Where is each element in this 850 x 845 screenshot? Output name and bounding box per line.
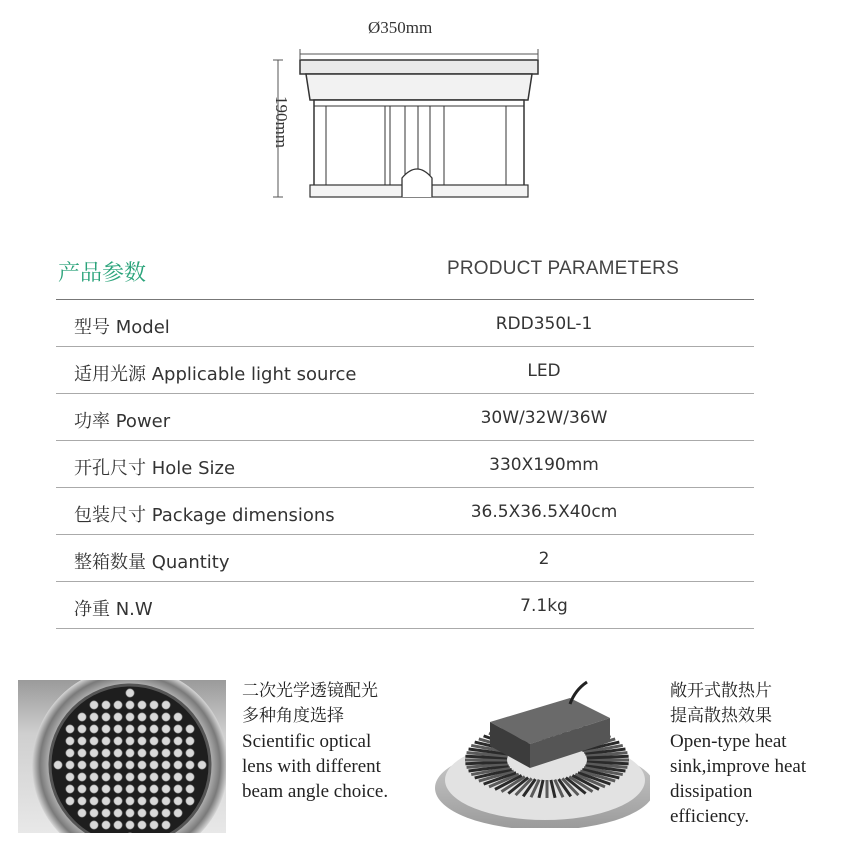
led-lens-dot (102, 773, 110, 781)
heatsink-fin (465, 762, 507, 764)
feature-heatsink-caption (670, 679, 806, 829)
led-lens-dot (66, 785, 74, 793)
led-lens-dot (174, 809, 182, 817)
led-lens-dot (162, 725, 170, 733)
led-lens-dot (102, 701, 110, 709)
feature-en-line: Open-type heat (670, 731, 787, 752)
led-lens-dot (78, 713, 86, 721)
led-lens-dot (90, 797, 98, 805)
row-label: 型号 Model (74, 317, 170, 338)
led-lens-dot (162, 785, 170, 793)
led-lens-dot (138, 809, 146, 817)
fixture-side-drawing (270, 40, 560, 205)
feature-lens-caption (242, 679, 388, 804)
led-lens-dot (150, 761, 158, 769)
heatsink-fin (587, 756, 629, 758)
led-lens-dot (126, 761, 134, 769)
led-lens-dot (150, 713, 158, 721)
led-lens-dot (78, 809, 86, 817)
led-lens-dot (186, 749, 194, 757)
led-lens-dot (114, 761, 122, 769)
led-lens-dot (90, 785, 98, 793)
table-row (56, 300, 754, 347)
led-lens-dot (162, 773, 170, 781)
led-lens-dot (150, 809, 158, 817)
led-lens-dot (174, 761, 182, 769)
row-value: 36.5X36.5X40cm (470, 502, 618, 522)
led-lens-dot (150, 737, 158, 745)
table-row (56, 535, 754, 582)
led-lens-dot (162, 749, 170, 757)
table-row (56, 394, 754, 441)
led-lens-dot (126, 725, 134, 733)
led-lens-dot (66, 725, 74, 733)
led-lens-dot (126, 785, 134, 793)
led-lens-dot (90, 713, 98, 721)
feature-cn-line: 提高散热效果 (670, 706, 772, 726)
led-lens-dot (162, 713, 170, 721)
led-lens-dot (138, 737, 146, 745)
led-lens-dot (174, 737, 182, 745)
led-lens-dot (90, 809, 98, 817)
led-lens-dot (102, 785, 110, 793)
led-lens-dot (78, 737, 86, 745)
led-lens-dot (114, 713, 122, 721)
led-lens-dot (90, 737, 98, 745)
row-label: 功率 Power (74, 411, 171, 432)
led-lens-dot (138, 725, 146, 733)
led-lens-dot (102, 737, 110, 745)
led-lens-dot (114, 773, 122, 781)
led-lens-dot (114, 725, 122, 733)
led-lens-dot (138, 821, 146, 829)
led-lens-dot (150, 797, 158, 805)
led-lens-dot (126, 821, 134, 829)
row-value: LED (527, 361, 561, 381)
led-lens-dot (66, 737, 74, 745)
height-label: 190mm (272, 96, 291, 148)
led-lens-dot (186, 773, 194, 781)
led-lens-dot (138, 773, 146, 781)
led-lens-dot (162, 809, 170, 817)
led-lens-dot (114, 749, 122, 757)
led-lens-dot (126, 773, 134, 781)
led-lens-dot (66, 761, 74, 769)
led-lens-dot (114, 797, 122, 805)
led-lens-dot (126, 749, 134, 757)
feature-en-line: dissipation (670, 781, 753, 802)
table-row (56, 582, 754, 629)
led-lens-dot (114, 785, 122, 793)
led-lens-dot (90, 773, 98, 781)
led-lens-dot (102, 713, 110, 721)
led-lens-dot (138, 761, 146, 769)
row-value: 7.1kg (520, 596, 568, 616)
led-lens-dot (162, 701, 170, 709)
led-lens-dot (138, 797, 146, 805)
table-row (56, 488, 754, 535)
led-lens-dot (174, 797, 182, 805)
led-lens-dot (78, 761, 86, 769)
led-lens-dot (126, 701, 134, 709)
led-lens-dot (186, 761, 194, 769)
row-label: 适用光源 Applicable light source (74, 364, 357, 385)
led-lens-dot (90, 725, 98, 733)
row-label: 开孔尺寸 Hole Size (74, 458, 236, 479)
led-lens-dot (186, 737, 194, 745)
led-lens-dot (126, 737, 134, 745)
led-lens-dot (114, 701, 122, 709)
led-lens-dot (138, 701, 146, 709)
led-lens-dot (102, 761, 110, 769)
led-lens-dot (150, 725, 158, 733)
led-lens-dot (150, 821, 158, 829)
feature-en-line: beam angle choice. (242, 781, 389, 802)
led-lens-dot (102, 797, 110, 805)
led-lens-dot (78, 797, 86, 805)
led-lens-dot (90, 761, 98, 769)
led-lens-dot (126, 689, 134, 697)
feature-cn-line: 多种角度选择 (242, 706, 344, 726)
feature-cn-line: 二次光学透镜配光 (242, 681, 378, 701)
led-lens-dot (78, 785, 86, 793)
row-label: 净重 N.W (74, 599, 153, 620)
table-row (56, 441, 754, 488)
led-lens-dot (174, 749, 182, 757)
row-label: 整箱数量 Quantity (74, 552, 230, 573)
led-lens-dot (114, 821, 122, 829)
led-lens-dot (174, 773, 182, 781)
led-lens-dot (78, 725, 86, 733)
led-lens-dot (162, 797, 170, 805)
led-lens-dot (174, 725, 182, 733)
led-lens-dot (126, 713, 134, 721)
led-lens-dot (54, 761, 62, 769)
led-lens-dot (186, 785, 194, 793)
parameters-table (56, 300, 754, 629)
feature-en-line: lens with different (242, 756, 381, 777)
led-lens-dot (66, 773, 74, 781)
led-lens-dot (126, 809, 134, 817)
led-lens-dot (198, 761, 206, 769)
led-lens-dot (138, 713, 146, 721)
row-value: 2 (538, 549, 550, 569)
led-lens-dot (66, 797, 74, 805)
led-lens-dot (102, 749, 110, 757)
led-lens-dot (78, 749, 86, 757)
led-lens-dot (90, 821, 98, 829)
row-label: 包装尺寸 Package dimensions (74, 505, 335, 526)
led-lens-dot (66, 749, 74, 757)
led-lens-dot (90, 749, 98, 757)
led-lens-dot (114, 809, 122, 817)
feature-en-line: Scientific optical (242, 731, 372, 752)
led-lens-dot (162, 761, 170, 769)
feature-en-line: sink,improve heat (670, 756, 807, 777)
feature-en-line: efficiency. (670, 806, 750, 827)
row-value: 30W/32W/36W (480, 408, 608, 428)
led-lens-dot (138, 785, 146, 793)
feature-cn-line: 敞开式散热片 (670, 681, 772, 701)
table-row (56, 347, 754, 394)
led-lens-dot (102, 725, 110, 733)
led-lens-dot (150, 773, 158, 781)
diameter-label: Ø350mm (368, 18, 433, 37)
led-lens-dot (114, 737, 122, 745)
led-lens-dot (126, 797, 134, 805)
row-value: 330X190mm (489, 455, 599, 475)
led-lens-dot (150, 785, 158, 793)
params-title-en: PRODUCT PARAMETERS (447, 258, 679, 279)
row-value: RDD350L-1 (495, 314, 593, 334)
heatsink-image (435, 680, 650, 828)
lens-photo (18, 680, 226, 833)
led-lens-dot (162, 737, 170, 745)
led-lens-dot (174, 785, 182, 793)
params-title-cn: 产品参数 (58, 261, 147, 286)
heatsink-photo (435, 680, 650, 828)
led-lens-dot (150, 701, 158, 709)
led-lens-dot (162, 821, 170, 829)
led-lens-dot (78, 773, 86, 781)
led-lens-dot (186, 725, 194, 733)
led-lens-dot (186, 797, 194, 805)
led-lens-dot (150, 749, 158, 757)
led-lens-dot (102, 809, 110, 817)
led-lens-dot (90, 701, 98, 709)
lens-fixture-image (18, 680, 226, 833)
led-lens-dot (102, 821, 110, 829)
led-lens-dot (174, 713, 182, 721)
led-lens-dot (138, 749, 146, 757)
